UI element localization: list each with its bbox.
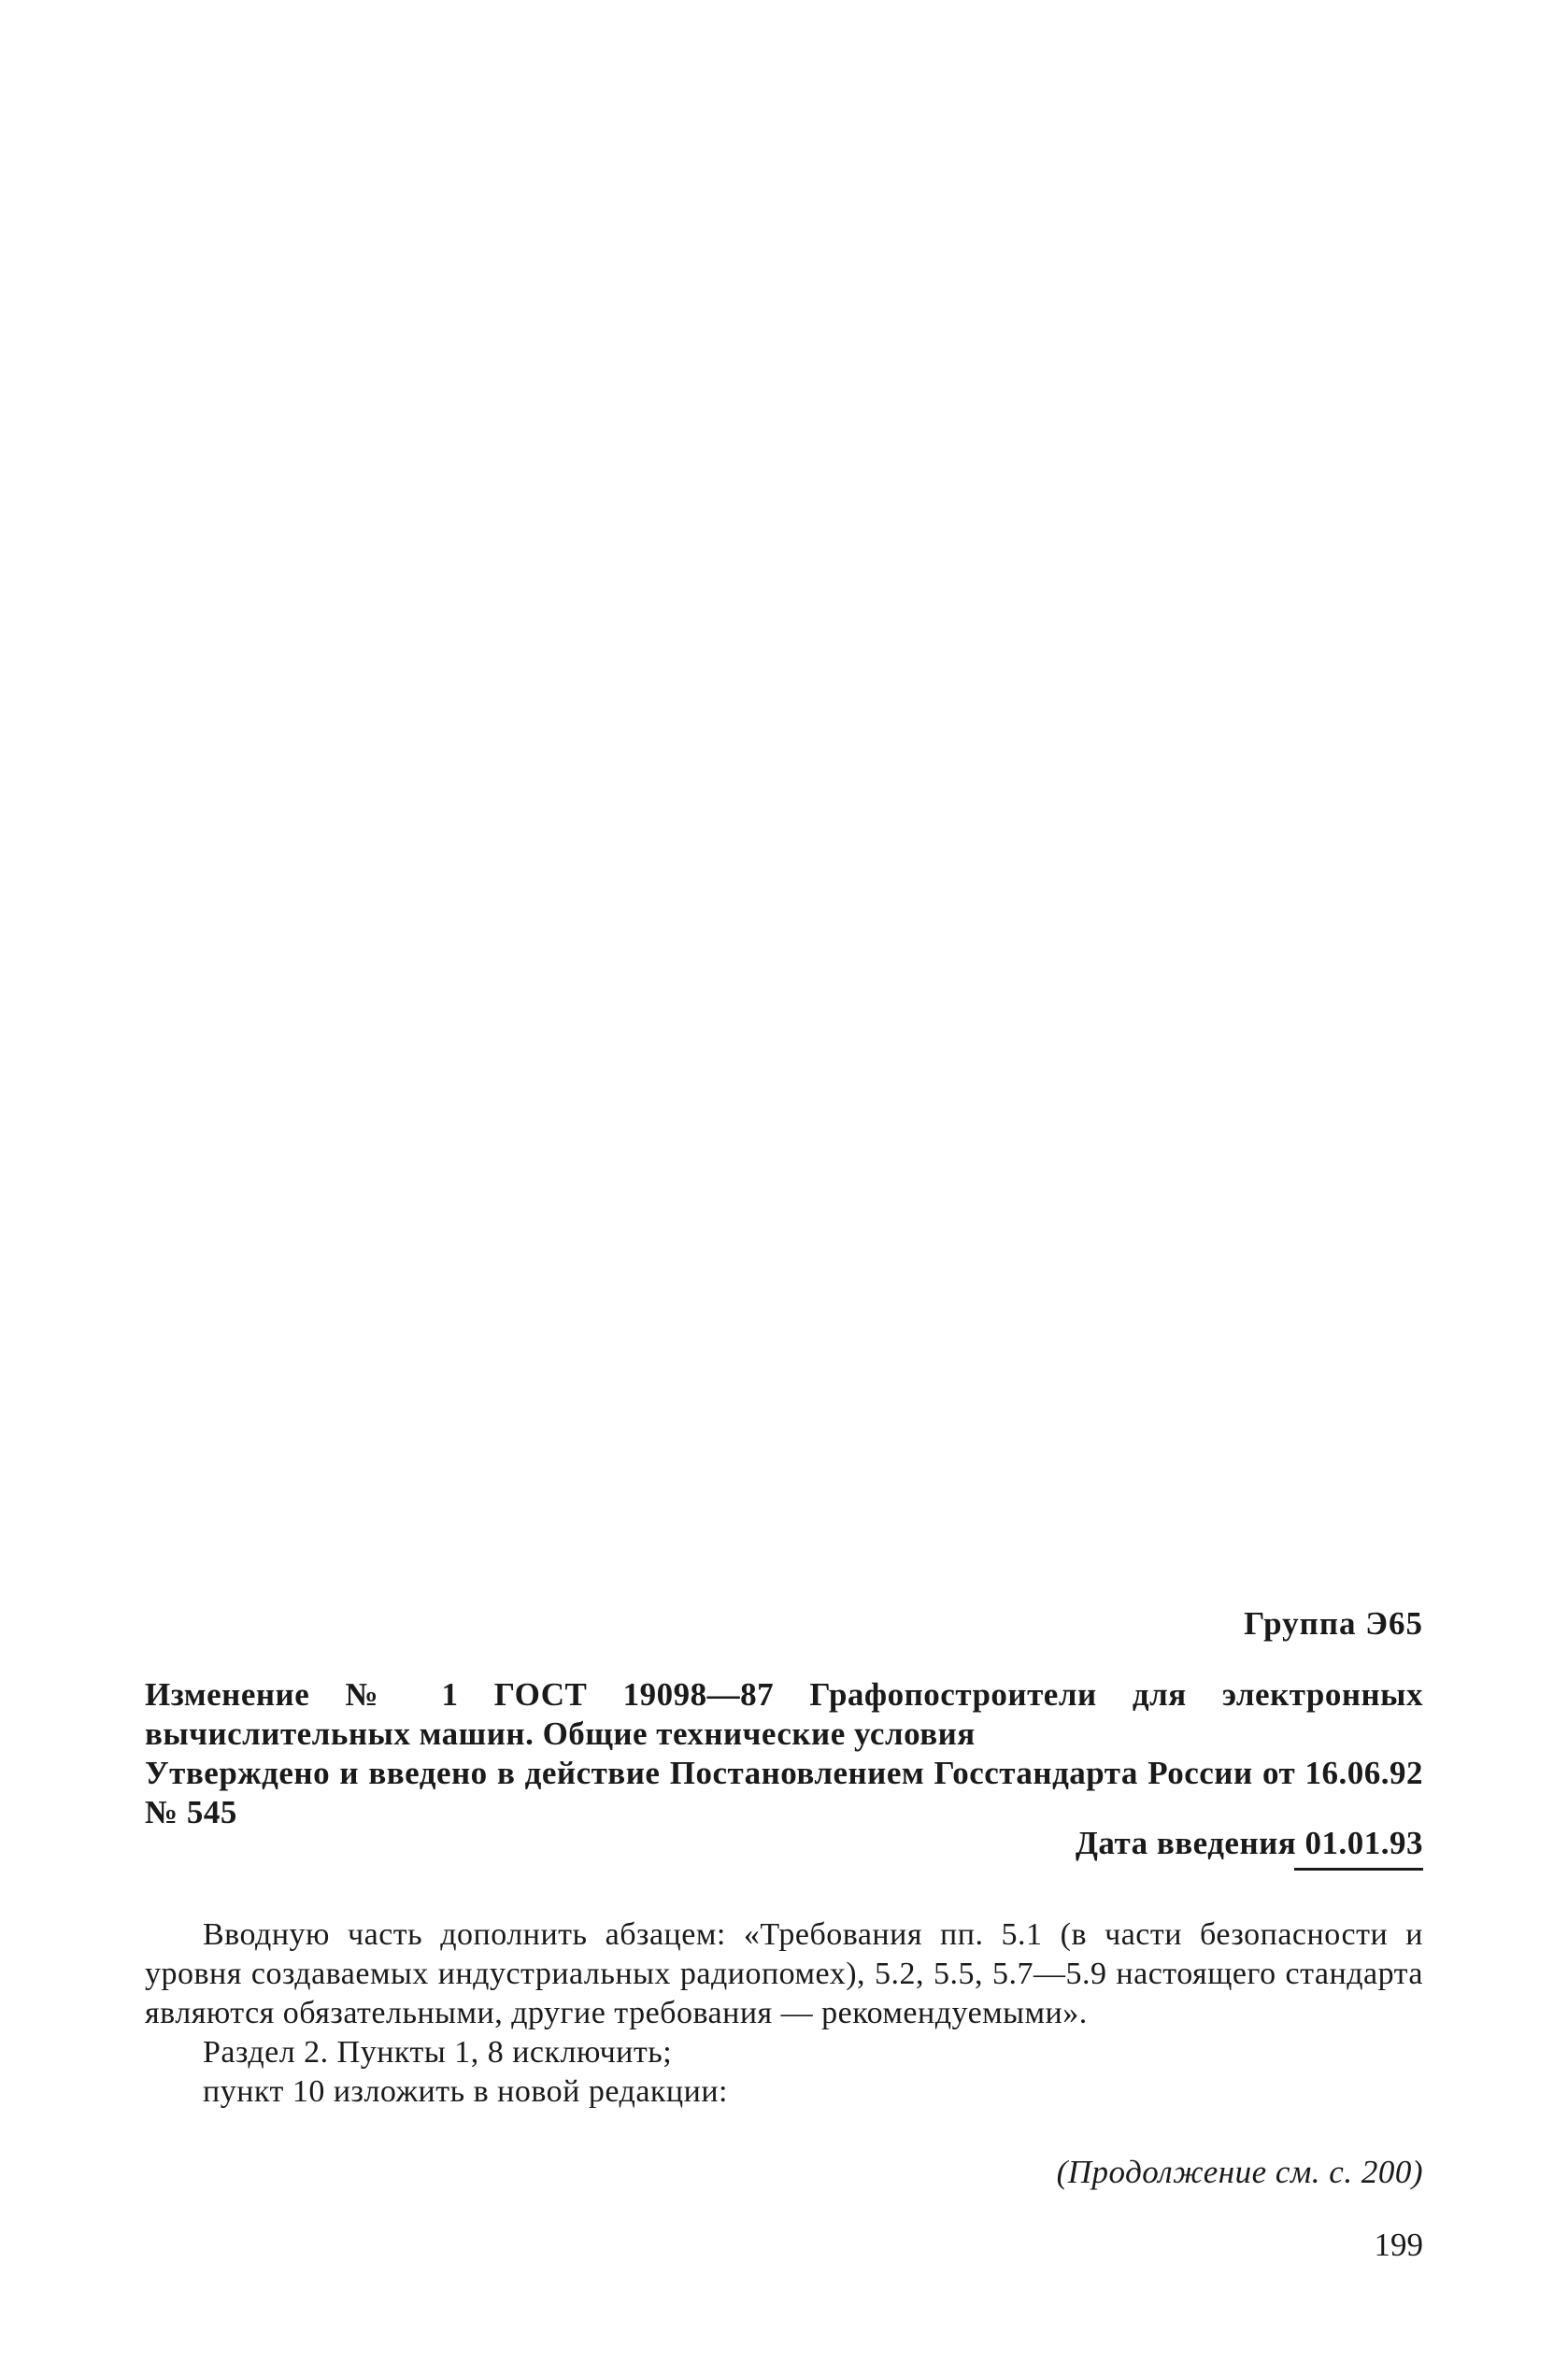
intro-date-value-wrap xyxy=(1305,1825,1424,1861)
continuation-note: (Продолжение см. с. 200) xyxy=(1056,2154,1423,2190)
intro-date-label: Дата введения xyxy=(1075,1825,1297,1861)
intro-date-value: 01.01.93 xyxy=(1304,1825,1423,1861)
paragraph-item-10: пункт 10 изложить в новой редакции: xyxy=(203,2074,728,2109)
paragraph-intro-addition: Вводную часть дополнить абзацем: «Требования пп. 5.1 (в части безопасности и уровня создаваемых индустриальных радиопомех), 5.2, 5.5, 5.7—5.9 настоящего стандарта являются обязательными, другие требования — рекомендуемыми». xyxy=(145,1917,1423,2030)
group-label: Группа Э65 xyxy=(1244,1605,1423,1642)
page-number: 199 xyxy=(1374,2227,1423,2263)
approval-text: Утверждено и введено в действие Постановлением Госстандарта России от 16.06.92 № 545 xyxy=(145,1755,1423,1830)
date-underline xyxy=(1294,1868,1424,1871)
change-title: Изменение № 1 ГОСТ 19098—87 Графопостроители для электронных вычислительных машин. Общие технические условия xyxy=(145,1676,1423,1752)
paragraph-section-2: Раздел 2. Пункты 1, 8 исключить; xyxy=(203,2035,673,2070)
body-text xyxy=(145,1915,1423,2112)
intro-date xyxy=(1076,1825,1423,1862)
